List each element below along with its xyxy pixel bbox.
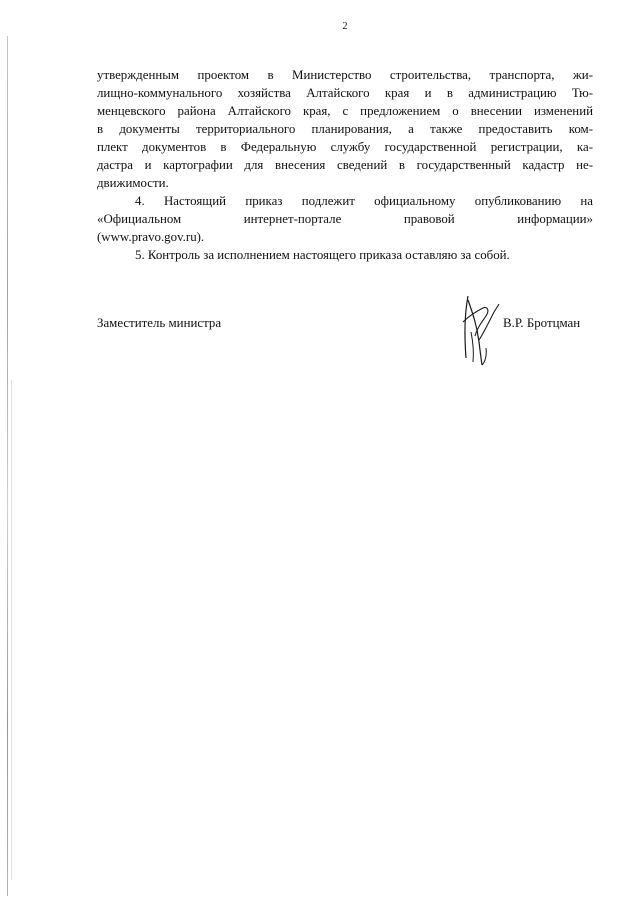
text-line: плект документов в Федеральную службу государственной регистрации, ка- [97,140,593,154]
paragraph-5 [97,246,593,264]
page-number: 2 [342,21,348,32]
document-body [97,66,593,264]
handwritten-signature [455,292,501,368]
text-line: менцевского района Алтайского края, с предложением о внесении изменений [97,104,593,118]
text-line: (www.pravo.gov.ru). [97,230,205,244]
text-line: в документы территориального планирования, а также предоставить ком- [97,122,593,136]
signatory-name: В.Р. Бротцман [503,316,581,330]
text-line: дастра и картографии для внесения сведений в государственный кадастр не- [97,158,593,172]
text-line: утвержденным проектом в Министерство строительства, транспорта, жи- [97,68,593,82]
scan-edge-shadow-secondary [11,380,12,880]
text-line: «Официальном интернет-портале правовой информации» [97,212,593,226]
text-line: 5. Контроль за исполнением настоящего приказа оставляю за собой. [135,248,510,262]
paragraph-4 [97,192,593,246]
signatory-position: Заместитель министра [97,316,222,330]
text-line: движимости. [97,176,169,190]
text-line: 4. Настоящий приказ подлежит официальному опубликованию на [135,194,593,208]
scan-edge-shadow [7,36,8,896]
text-line: лищно-коммунального хозяйства Алтайского края и в администрацию Тю- [97,86,593,100]
paragraph-3-continuation [97,66,593,192]
